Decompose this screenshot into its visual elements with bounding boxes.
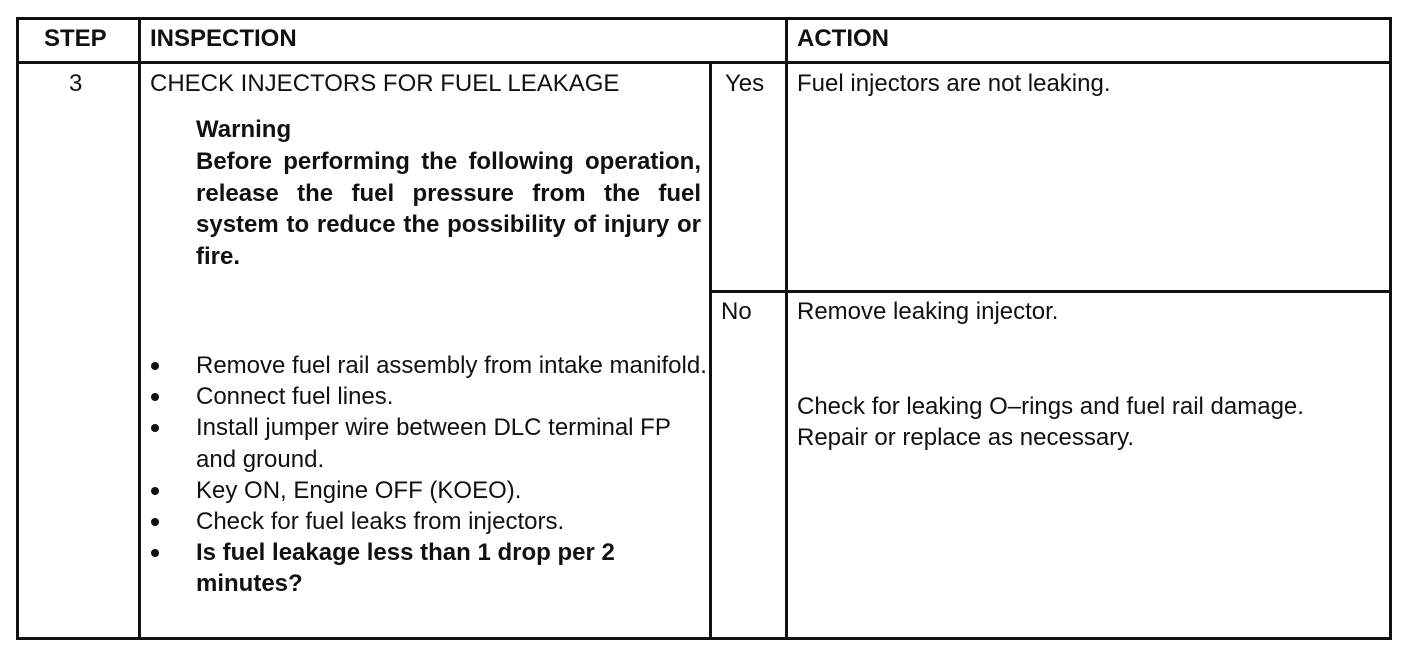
list-item: Check for fuel leaks from injectors. [148, 506, 708, 537]
no-label: No [721, 298, 752, 325]
yes-action: Fuel injectors are not leaking. [797, 70, 1111, 97]
list-item: Connect fuel lines. [148, 381, 708, 412]
warning-label: Warning [196, 116, 292, 143]
list-item-question: Is fuel leakage less than 1 drop per 2 minutes? [148, 537, 708, 599]
header-step: STEP [44, 25, 107, 52]
table-right-border [1389, 17, 1392, 640]
table-bottom-border [16, 637, 1392, 640]
action-column-divider [785, 17, 788, 640]
bullet-icon [151, 393, 159, 401]
warning-text: Before performing the following operation, release the fuel pressure from the fuel system to reduce the possibility of injury or fire. [196, 148, 701, 270]
bullet-icon [151, 549, 159, 557]
list-item: Remove fuel rail assembly from intake manifold. [148, 350, 708, 381]
bullet-icon [151, 487, 159, 495]
inspection-steps-list [148, 350, 708, 600]
header-bottom-border [16, 61, 1392, 64]
no-action-line-1: Remove leaking injector. [797, 298, 1059, 325]
list-item: Key ON, Engine OFF (KOEO). [148, 475, 708, 506]
bullet-icon [151, 424, 159, 432]
table-top-border [16, 17, 1392, 20]
header-action: ACTION [797, 25, 889, 52]
inspection-title: CHECK INJECTORS FOR FUEL LEAKAGE [150, 70, 620, 97]
bullet-icon [151, 518, 159, 526]
yes-label: Yes [725, 70, 765, 97]
no-action-line-2: Check for leaking O–rings and fuel rail damage. [797, 393, 1304, 420]
step-number: 3 [69, 70, 83, 97]
bullet-icon [151, 362, 159, 370]
table-left-border [16, 17, 19, 640]
list-item: Install jumper wire between DLC terminal FP and ground. [148, 412, 708, 474]
inspection-yesno-divider [709, 62, 712, 640]
no-action-line-3: Repair or replace as necessary. [797, 424, 1135, 451]
yes-no-divider [709, 290, 1392, 293]
step-column-divider [138, 17, 141, 640]
header-inspection: INSPECTION [150, 25, 297, 52]
